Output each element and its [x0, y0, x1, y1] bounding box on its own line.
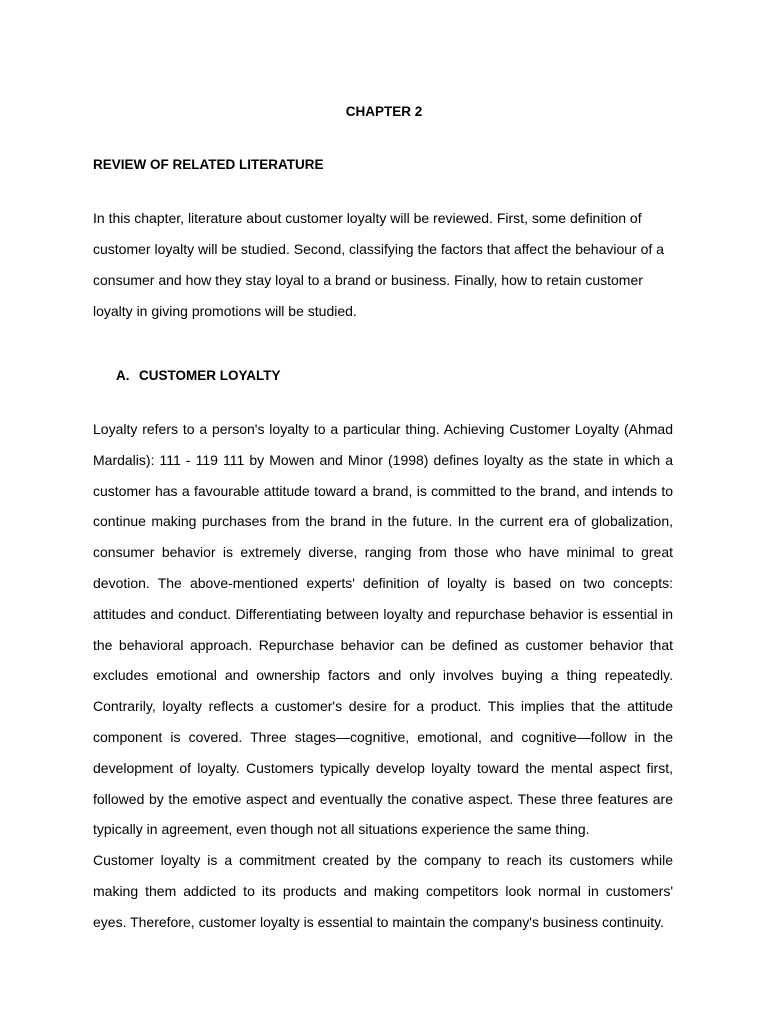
- subsection-title: CUSTOMER LOYALTY: [139, 368, 281, 383]
- body-text: [93, 414, 673, 938]
- subsection-heading: [116, 368, 281, 384]
- subsection-marker: A.: [116, 368, 130, 383]
- chapter-title: CHAPTER 2: [345, 104, 423, 119]
- body-paragraph-1: Loyalty refers to a person's loyalty to a particular thing. Achieving Customer Loyalty (Ahmad Mardalis): 111 - 119 111 by Mowen and Minor (1998) defines loyalty as the state in which a customer has a favourable attitude toward a brand, is committed to the brand, and intends to continue making purchases from the brand in the future. In the current era of globalization, consumer behavior is extremely diverse, ranging from those who have minimal to great devotion. The above-mentioned experts' definition of loyalty is based on two concepts: attitudes and conduct. Differentiating between loyalty and repurchase behavior is essential in the behavioral approach. Repurchase behavior can be defined as customer behavior that excludes emotional and ownership factors and only involves buying a thing repeatedly. Contrarily, loyalty reflects a customer's desire for a product. This implies that the attitude component is covered. Three stages—cognitive, emotional, and cognitive—follow in the development of loyalty. Customers typically develop loyalty toward the mental aspect first, followed by the emotive aspect and eventually the conative aspect. These three features are typically in agreement, even though not all situations experience the same thing.: [93, 421, 673, 838]
- intro-paragraph: In this chapter, literature about customer loyalty will be reviewed. First, some definition of customer loyalty will be studied. Second, classifying the factors that affect the behaviour of a consumer and how they stay loyal to a brand or business. Finally, how to retain customer loyalty in giving promotions will be studied.: [93, 210, 664, 319]
- section-heading: REVIEW OF RELATED LITERATURE: [93, 157, 324, 172]
- body-paragraph-2: Customer loyalty is a commitment created by the company to reach its customers while making them addicted to its products and making competitors look normal in customers' eyes. Therefore, customer loyalty is essential to maintain the company's business continuity.: [93, 852, 673, 930]
